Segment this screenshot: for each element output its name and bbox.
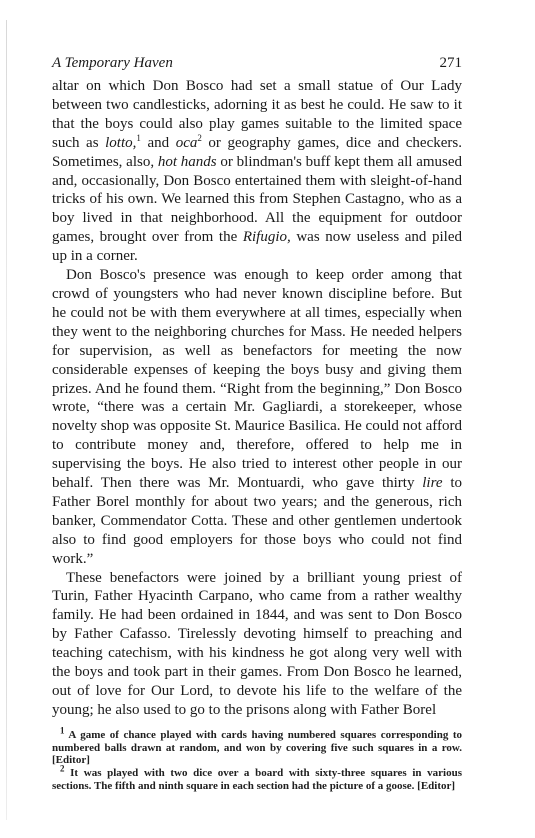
italic-term: lire <box>422 475 443 492</box>
italic-term: hot hands <box>157 153 217 170</box>
footnotes <box>52 725 462 793</box>
paragraph <box>52 569 462 720</box>
text-run: These benefactors were joined by a brilliant young priest of Turin, Father Hyacinth Carpano, who came from a rather wealthy family. He had been ordained in 1844, and was sent to Don Bosco by Father Cafasso. Tirelessly devoting himself to preaching and teaching catechism, with his kindness he got along very well with the boys and took part in their games. From Don Bosco he learned, out of love for Our Lord, to devote his life to the welfare of the young; he also used to go to the prisons along with Father Borel <box>52 569 462 718</box>
body-text <box>52 77 462 720</box>
text-run: altar on which Don Bosco had set a small statue of Our Lady between two candlesticks, adorning it as best he could. He saw to it that the boys could also play games suitable to the limited space such as <box>52 78 462 151</box>
text-run: Don Bosco's presence was enough to keep order among that crowd of youngsters who had never known discipline before. But he could not be with them everywhere at all times, especially when they went to the neighboring churches for Mass. He needed helpers for supervision, as well as benefactors for meeting the now considerable expenses of keeping the boys busy and giving them prizes. And he found them. “Right from the beginning,” Don Bosco wrote, “there was a certain Mr. Gagliardi, a storekeeper, whose novelty shop was opposite St. Maurice Basilica. He could not afford to contribute money and, therefore, offered to help me in supervising the boys. He also tried to interest other people in our behalf. Then there was Mr. Montuardi, who gave thirty <box>52 267 462 492</box>
page-number: 271 <box>439 55 462 71</box>
text-run: or geography games, dice and checkers. Sometimes, also, <box>52 134 462 170</box>
footnote-ref: 2 <box>197 132 202 143</box>
footnote <box>52 725 462 767</box>
paragraph <box>52 266 462 569</box>
footnote-ref: 1 <box>136 132 141 143</box>
footnote-marker: 1 <box>60 725 65 736</box>
text-run: to Father Borel monthly for about two years; and the generous, rich banker, Commendator Cotta. These and other gentlemen undertook also to find good employers for those boys who could not find work.” <box>52 475 462 567</box>
italic-term: Rifugio, <box>242 229 291 246</box>
italic-term: oca <box>175 134 198 151</box>
book-page <box>52 55 462 792</box>
text-run: was now useless and piled up in a corner. <box>52 229 463 265</box>
footnote-text: A game of chance played with cards having numbered squares corresponding to numbered balls drawn at random, and won by covering five such squares in a row. [Editor] <box>52 728 462 767</box>
running-head-title: A Temporary Haven <box>52 55 173 71</box>
italic-term: lotto, <box>105 134 137 151</box>
footnote <box>52 763 462 792</box>
footnote-text: It was played with two dice over a board with sixty-three squares in various sections. The fifth and ninth square in each section had the picture of a goose. [Editor] <box>52 766 462 792</box>
paragraph <box>52 77 462 266</box>
text-run: or blindman's buff kept them all amused and, occasionally, Don Bosco entertained them with sleight-of-hand tricks of his own. We learned this from Stephen Castagno, who as a boy lived in that neighborhood. All the equipment for outdoor games, brought over from the <box>52 153 463 246</box>
text-run: and <box>140 134 176 151</box>
running-head <box>52 55 462 72</box>
footnote-marker: 2 <box>60 763 65 774</box>
scan-margin-line <box>6 20 7 820</box>
